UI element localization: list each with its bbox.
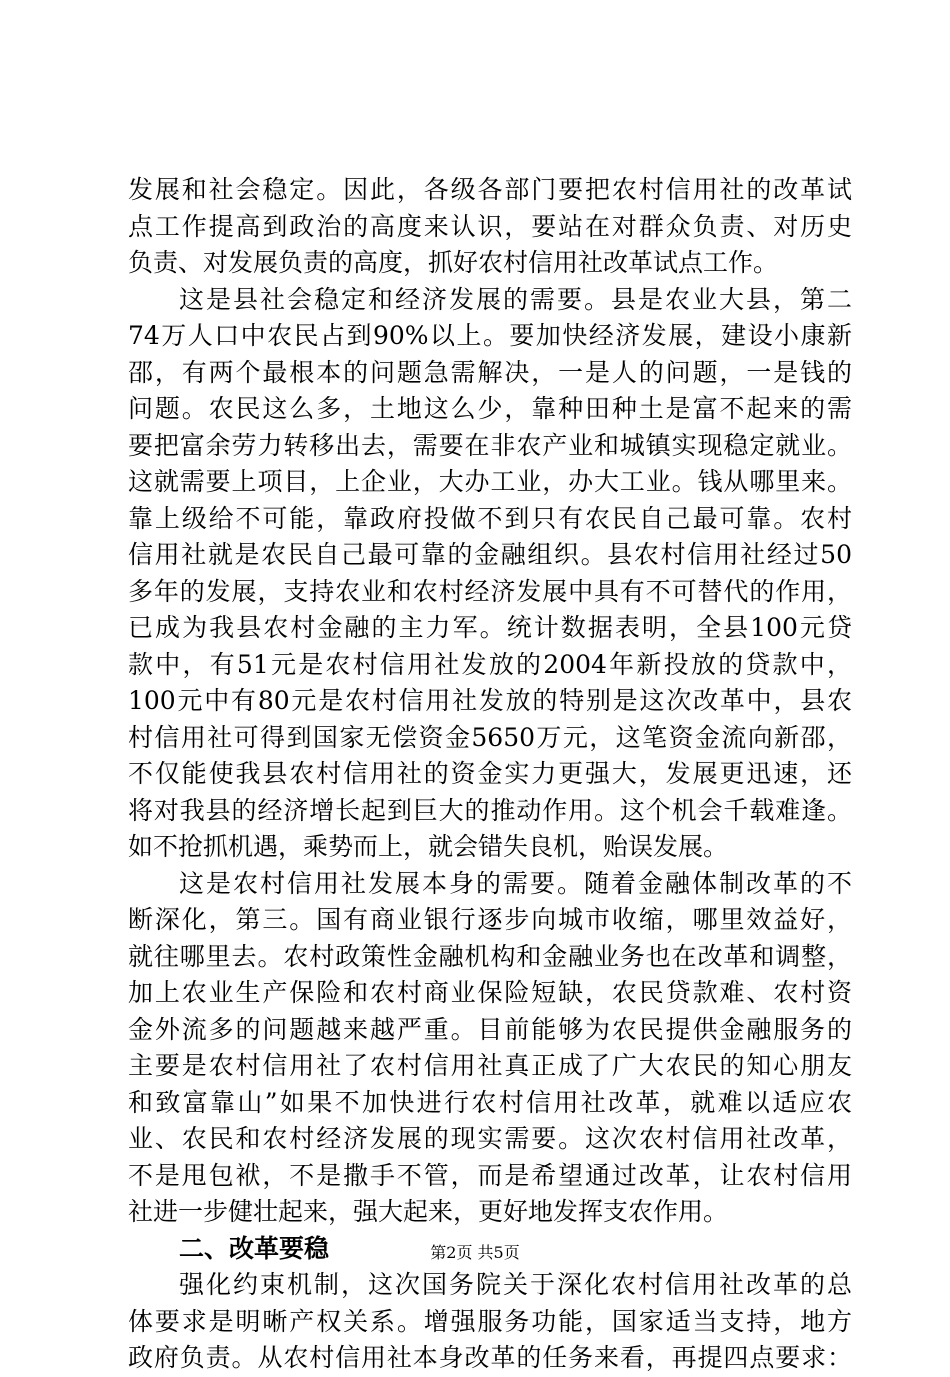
text-line: 就往哪里去。农村政策性金融机构和金融业务也在改革和调整， (128, 941, 852, 971)
text-line: 多年的发展，支持农业和农村经济发展中具有不可替代的作用， (128, 576, 852, 606)
page-number-footer: 第2页 共5页 (430, 1243, 520, 1262)
text-line: 社进一步健壮起来，强大起来，更好地发挥支农作用。 (128, 1197, 729, 1226)
text-line: 断深化，第三。国有商业银行逐步向城市收缩，哪里效益好， (128, 905, 852, 934)
text-line: 加上农业生产保险和农村商业保险短缺，农民贷款难、农村资 (128, 978, 852, 1007)
text-line: 发展和社会稳定。因此，各级各部门要把农村信用社的改革试 (128, 175, 852, 204)
text-line: 体要求是明晰产权关系。增强服务功能，国家适当支持，地方 (128, 1306, 852, 1336)
text-line: 政府负责。从农村信用社本身改革的任务来看，再提四点要求： (128, 1343, 852, 1372)
text-line: 村信用社可得到国家无偿资金5650万元，这笔资金流向新邵， (128, 722, 852, 752)
paragraph-start-line: 这是县社会稳定和经济发展的需要。县是农业大县，第二 (179, 284, 852, 314)
text-line: 点工作提高到政治的高度来认识，要站在对群众负责、对历史 (128, 211, 852, 241)
text-line: 已成为我县农村金融的主力军。统计数据表明，全县100元贷 (128, 613, 852, 642)
text-line: 这就需要上项目，上企业，大办工业，办大工业。钱从哪里来。 (128, 467, 852, 496)
text-line: 业、农民和农村经济发展的现实需要。这次农村信用社改革， (128, 1124, 852, 1153)
text-line: 主要是农村信用社了农村信用社真正成了广大农民的知心朋友 (128, 1051, 852, 1080)
text-line: 信用社就是农民自己最可靠的金融组织。县农村信用社经过50 (128, 540, 852, 569)
text-line: 问题。农民这么多，土地这么少，靠种田种土是富不起来的需 (128, 394, 852, 423)
text-line: 金外流多的问题越来越严重。目前能够为农民提供金融服务的 (128, 1014, 852, 1044)
text-line: 款中，有51元是农村信用社发放的2004年新投放的贷款中， (128, 649, 852, 679)
section-heading: 二、改革要稳 (179, 1233, 330, 1263)
text-line: 74万人口中农民占到90%以上。要加快经济发展，建设小康新 (128, 321, 852, 350)
text-line: 不是甩包袱，不是撒手不管，而是希望通过改革，让农村信用 (128, 1160, 852, 1190)
text-line: 将对我县的经济增长起到巨大的推动作用。这个机会千载难逢。 (128, 795, 852, 825)
text-line: 要把富余劳力转移出去，需要在非农产业和城镇实现稳定就业。 (128, 430, 852, 460)
document-body (128, 172, 852, 1377)
paragraph-start-line: 这是农村信用社发展本身的需要。随着金融体制改革的不 (179, 868, 852, 898)
text-line: 如不抢抓机遇，乘势而上，就会错失良机，贻误发展。 (128, 832, 729, 861)
text-line: 100元中有80元是农村信用社发放的特别是这次改革中，县农 (128, 686, 852, 715)
text-line: 负责、对发展负责的高度，抓好农村信用社改革试点工作。 (128, 248, 779, 277)
text-line: 靠上级给不可能，靠政府投做不到只有农民自己最可靠。农村 (128, 503, 852, 533)
text-line: 和致富靠山”如果不加快进行农村信用社改革，就难以适应农 (128, 1087, 852, 1117)
text-line: 邵，有两个最根本的问题急需解决，一是人的问题，一是钱的 (128, 357, 852, 387)
text-line: 不仅能使我县农村信用社的资金实力更强大，发展更迅速，还 (128, 759, 852, 788)
paragraph-start-line: 强化约束机制，这次国务院关于深化农村信用社改革的总 (179, 1270, 852, 1299)
